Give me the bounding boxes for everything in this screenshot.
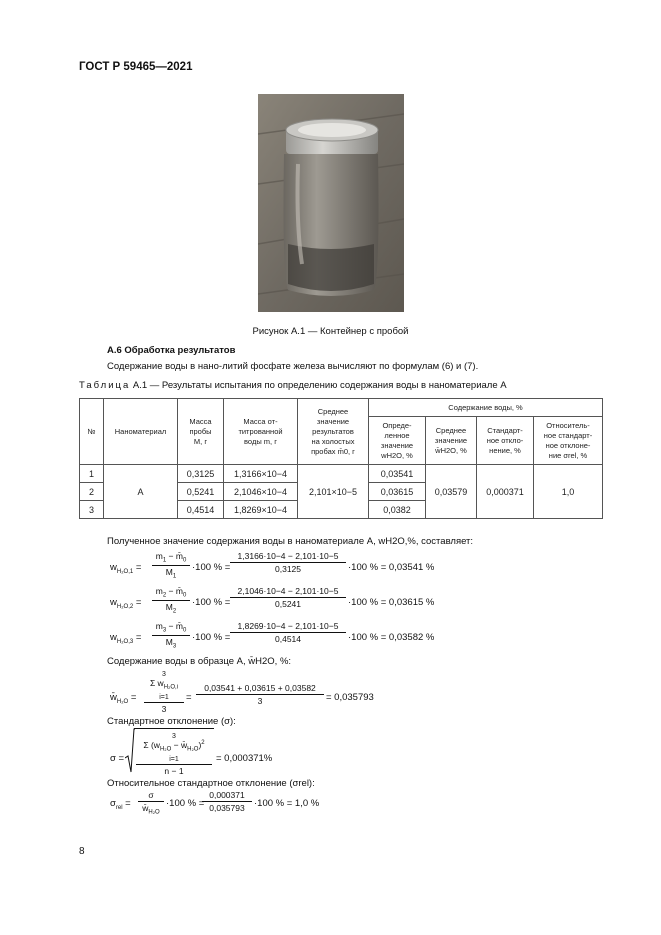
cell-blank-mean: 2,101×10−5 [298,465,369,519]
cell-w: 0,0382 [369,501,426,519]
cell-m: 2,1046×10−4 [224,483,298,501]
hdr-line: w̄H2O, % [435,445,467,455]
hdr-line: ное откло- [486,435,524,445]
cell-n: 3 [80,501,104,519]
hdr-line: результатов [312,426,354,436]
eq1-tail: ·100 % = 0,03541 % [348,562,435,573]
cell-stdev: 0,000371 [477,465,534,519]
mean-numeric-fraction [196,683,324,706]
col-determined-header [369,417,426,465]
rel-num: 0,000371 [202,790,252,802]
mean-den: 3 [257,696,263,706]
sigma-lhs: σ = [110,753,125,764]
document-header: ГОСТ Р 59465—2021 [79,61,193,73]
table-caption-text: А.1 — Результаты испытания по определению содержания воды в наноматериале А [130,380,507,391]
hdr-line: пробы [189,426,212,436]
hdr-line: Среднее [317,406,349,416]
photo-jar-icon [258,94,404,312]
eq2-mult: ·100 % = [192,597,231,608]
hdr-line: значение [380,440,414,450]
eq2-numeric-fraction [230,586,346,609]
eq3-den: 0,4514 [275,634,301,644]
hdr-line: ное стандарт- [543,430,593,440]
eq1-num: 1,3166·10−4 − 2,101·10−5 [230,551,346,563]
cell-material: А [104,465,178,519]
hdr-line: Масса [189,416,212,426]
eq3-tail: ·100 % = 0,03582 % [348,632,435,643]
cell-w: 0,03615 [369,483,426,501]
section-intro: Содержание воды в нано-литий фосфате железа вычисляют по формулам (6) и (7). [107,361,479,372]
col-stdev-header [477,417,534,465]
mean-label: Содержание воды в образце А, w̄H2O, %: [107,656,292,667]
hdr-line: титрованной [238,426,283,436]
mean-result: = 0,035793 [326,692,374,703]
eq2-num: 2,1046·10−4 − 2,101·10−5 [230,586,346,598]
eq3-num: 1,8269·10−4 − 2,101·10−5 [230,621,346,633]
eq3-numeric-fraction [230,621,346,644]
figure-caption: Рисунок А.1 — Контейнер с пробой [252,326,409,337]
hdr-line: Стандарт- [487,425,523,435]
eq2-tail: ·100 % = 0,03615 % [348,597,435,608]
hdr-line: ние σrel, % [548,450,588,460]
table-caption-prefix: Таблица [79,380,131,391]
cell-M: 0,3125 [178,465,224,483]
eq1-symbolic-fraction: $\frac{m_1 - m̄_0}{M_1}$ [152,551,190,579]
table-caption [79,380,507,391]
eq3-mult: ·100 % = [192,632,231,643]
cell-n: 2 [80,483,104,501]
sigma-result: = 0,000371% [216,753,273,764]
cell-M: 0,5241 [178,483,224,501]
page-number: 8 [79,846,85,857]
rel-symbolic-fraction: $\frac{\sigma}{w̄_{H_2O}}$ [138,790,164,816]
sigma-fraction: 3 Σ ($w_{H_2O}$ − $w̄_{H_2O})^2$ i=1 n − 1 [136,730,212,776]
cell-M: 0,4514 [178,501,224,519]
results-table [79,398,603,519]
hdr-line: значение [434,435,468,445]
hdr-line: значение [316,416,350,426]
sigma-label: Стандартное отклонение (σ): [107,716,236,727]
cell-w: 0,03541 [369,465,426,483]
mean-num: 0,03541 + 0,03615 + 0,03582 [196,683,324,695]
hdr-line: Масса от- [243,416,278,426]
mean-symbolic-fraction: 3 Σ $w_{H_2O,i}$ i=1 3 [144,668,184,714]
hdr-line: Относитель- [546,420,590,430]
eq1-mult: ·100 % = [192,562,231,573]
sqrt-bar [134,728,214,729]
rel-numeric-fraction [202,790,252,813]
col-mass-probe-header [178,399,224,465]
section-title: А.6 Обработка результатов [107,345,236,356]
eq2-symbolic-fraction: $\frac{m_2 - m̄_0}{M_2}$ [152,586,190,614]
eq2-den: 0,5241 [275,599,301,609]
hdr-line: нение, % [489,445,521,455]
rel-tail: ·100 % = 1,0 % [254,798,320,809]
hdr-line: Опреде- [382,420,412,430]
cell-rel-stdev: 1,0 [534,465,603,519]
eq2-lhs: $w_{H_2O,2}$ = [110,597,142,610]
calc-intro: Полученное значение содержания воды в наноматериале А, wH2O,%, составляет: [107,536,474,547]
table-row [80,465,603,483]
col-mass-titr-header [224,399,298,465]
hdr-line: ленное [384,430,410,440]
hdr-line: wH2O, % [381,450,413,460]
hdr-line: Среднее [435,425,467,435]
col-rel-stdev-header [534,417,603,465]
cell-n: 1 [80,465,104,483]
eq1-den: 0,3125 [275,564,301,574]
hdr-line: пробах m̄0, г [311,446,355,456]
cell-mean: 0,03579 [426,465,477,519]
mean-lhs: $w̄_{H_2O}$ = [110,692,137,705]
col-material-header: Наноматериал [104,399,178,465]
eq3-lhs: $w_{H_2O,3}$ = [110,632,142,645]
rel-mult: ·100 % = [166,798,205,809]
hdr-line: ное отклоне- [545,440,591,450]
eq1-lhs: $w_{H_2O,1}$ = [110,562,142,575]
cell-m: 1,3166×10−4 [224,465,298,483]
rel-label: Относительное стандартное отклонение (σrel): [107,778,315,789]
cell-m: 1,8269×10−4 [224,501,298,519]
rel-den: 0,035793 [209,803,245,813]
rel-lhs: $\sigma_{rel}$ = [110,798,131,811]
hdr-line: воды m, г [244,436,277,446]
eq1-numeric-fraction [230,551,346,574]
hdr-line: на холостых [311,436,355,446]
col-mean-header [426,417,477,465]
sqrt-sign-icon [125,728,135,774]
water-group-header: Содержание воды, % [369,399,603,417]
mean-eq: = [186,692,192,703]
col-blank-header [298,399,369,465]
eq3-symbolic-fraction: $\frac{m_3 - m̄_0}{M_3}$ [152,621,190,649]
hdr-line: M, г [193,436,208,446]
col-num-header: № [80,399,104,465]
